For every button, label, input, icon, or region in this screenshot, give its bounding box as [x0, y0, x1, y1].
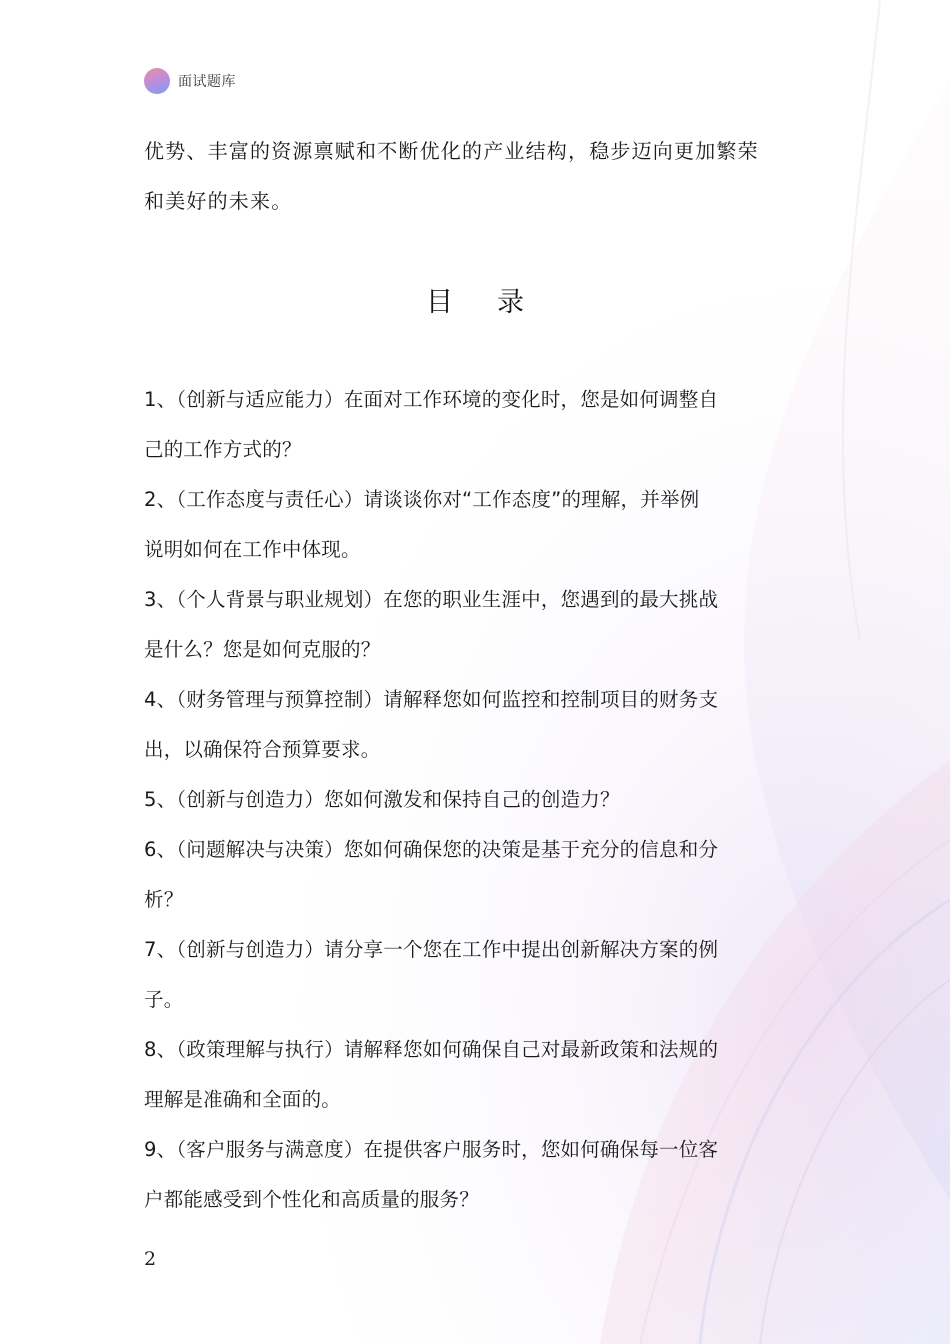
logo-circle-icon — [144, 68, 170, 94]
toc-line: 6、（问题解决与决策）您如何确保您的决策是基于充分的信息和分 — [144, 838, 719, 861]
toc-list — [144, 375, 808, 1225]
toc-line: 9、（客户服务与满意度）在提供客户服务时，您如何确保每一位客 — [144, 1138, 719, 1161]
toc-heading-char: 录 — [497, 287, 524, 318]
toc-line: 户都能感受到个性化和高质量的服务？ — [144, 1188, 479, 1211]
toc-line: 8、（政策理解与执行）请解释您如何确保自己对最新政策和法规的 — [144, 1038, 719, 1061]
intro-line: 和美好的未来。 — [144, 189, 293, 213]
page-header — [144, 67, 236, 95]
intro-line: 优势、丰富的资源禀赋和不断优化的产业结构，稳步迈向更加繁荣 — [144, 139, 759, 163]
toc-line: 1、（创新与适应能力）在面对工作环境的变化时，您是如何调整自 — [144, 388, 719, 411]
toc-line: 析？ — [144, 888, 184, 911]
toc-line: 是什么？您是如何克服的？ — [144, 638, 381, 661]
toc-line: 理解是准确和全面的。 — [144, 1088, 342, 1111]
intro-paragraph — [144, 126, 808, 226]
toc-heading-char: 目 — [426, 287, 453, 318]
toc-line: 2、（工作态度与责任心）请谈谈你对“工作态度”的理解，并举例 — [144, 488, 700, 511]
toc-line: 说明如何在工作中体现。 — [144, 538, 361, 561]
toc-line: 出，以确保符合预算要求。 — [144, 738, 381, 761]
page-number: 2 — [144, 1248, 157, 1270]
toc-line: 己的工作方式的？ — [144, 438, 302, 461]
toc-line: 7、（创新与创造力）请分享一个您在工作中提出创新解决方案的例 — [144, 938, 719, 961]
toc-heading — [0, 280, 950, 319]
toc-line: 3、（个人背景与职业规划）在您的职业生涯中，您遇到的最大挑战 — [144, 588, 719, 611]
toc-line: 子。 — [144, 988, 184, 1011]
toc-line: 5、（创新与创造力）您如何激发和保持自己的创造力？ — [144, 788, 620, 811]
toc-line: 4、（财务管理与预算控制）请解释您如何监控和控制项目的财务支 — [144, 688, 719, 711]
header-title: 面试题库 — [178, 74, 236, 90]
